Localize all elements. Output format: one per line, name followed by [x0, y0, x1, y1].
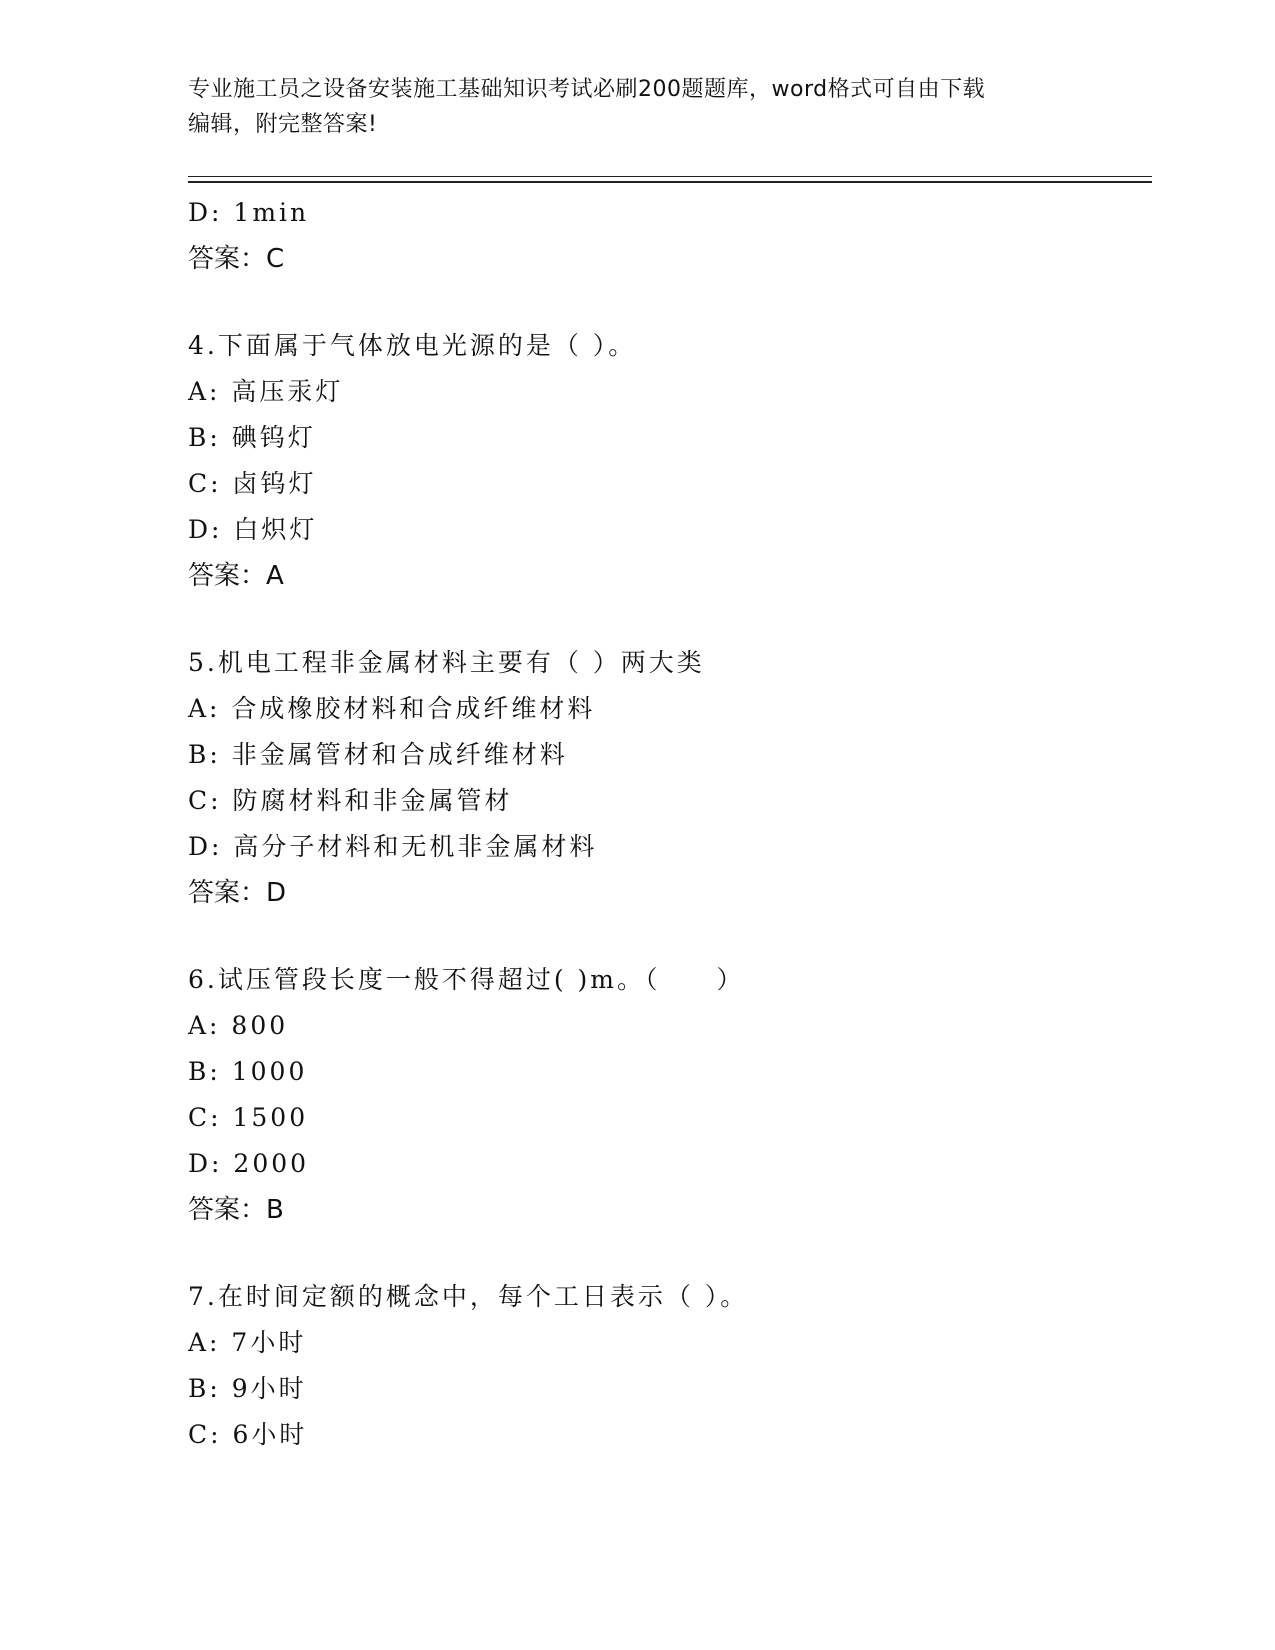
- answer-line: 答案：B: [188, 1195, 284, 1225]
- question-fragment-3: [188, 190, 1148, 282]
- option-b: B: 碘钨灯: [188, 423, 316, 452]
- header-divider-thin: [188, 176, 1152, 177]
- option-c: C: 1500: [188, 1103, 309, 1132]
- option-b: B: 1000: [188, 1057, 308, 1086]
- option-c: C: 防腐材料和非金属管材: [188, 786, 513, 815]
- option-b: B: 非金属管材和合成纤维材料: [188, 740, 568, 769]
- answer-line: 答案：D: [188, 878, 287, 908]
- question-stem: 4.下面属于气体放电光源的是（ ）。: [188, 331, 637, 360]
- question-stem: 7.在时间定额的概念中，每个工日表示（ ）。: [188, 1282, 749, 1311]
- option-d: D: 1min: [188, 198, 310, 227]
- option-a: A: 高压汞灯: [188, 377, 344, 406]
- answer-line: 答案：C: [188, 244, 285, 274]
- question-4: [188, 323, 1148, 599]
- option-c: C: 6小时: [188, 1420, 308, 1449]
- option-a: A: 800: [188, 1011, 289, 1040]
- option-a: A: 7小时: [188, 1328, 307, 1357]
- document-header: [188, 72, 1088, 142]
- question-stem: 6.试压管段长度一般不得超过( )m。（ ）: [188, 965, 745, 994]
- question-5: [188, 640, 1148, 916]
- option-d: D: 白炽灯: [188, 515, 318, 544]
- answer-line: 答案：A: [188, 561, 284, 591]
- question-list: [188, 190, 1148, 1458]
- option-d: D: 2000: [188, 1149, 310, 1178]
- option-d: D: 高分子材料和无机非金属材料: [188, 832, 598, 861]
- header-divider-thick: [188, 181, 1152, 183]
- question-6: [188, 957, 1148, 1233]
- question-7: [188, 1274, 1148, 1458]
- option-a: A: 合成橡胶材料和合成纤维材料: [188, 694, 596, 723]
- header-title-line-2: 编辑，附完整答案!: [188, 112, 378, 137]
- option-b: B: 9小时: [188, 1374, 307, 1403]
- option-c: C: 卤钨灯: [188, 469, 317, 498]
- question-stem: 5.机电工程非金属材料主要有（ ）两大类: [188, 648, 705, 677]
- header-title-line-1: 专业施工员之设备安装施工基础知识考试必刷200题题库，word格式可自由下载: [188, 77, 986, 102]
